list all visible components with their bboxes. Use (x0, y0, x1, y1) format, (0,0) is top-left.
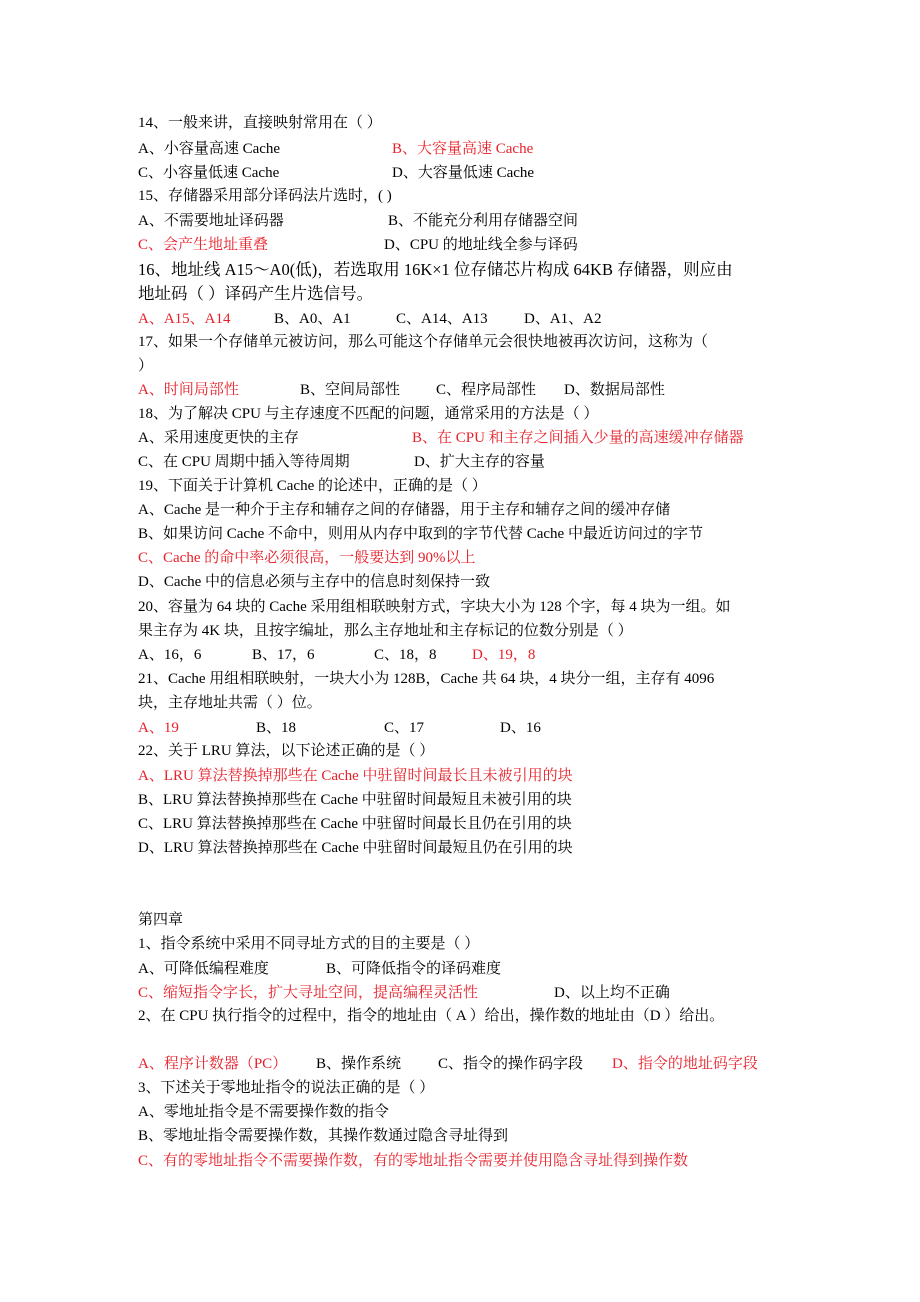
option-16-d: D、A1、A2 (524, 311, 602, 327)
question-15-options-row-1 (138, 209, 838, 233)
c4-option-2-b: B、操作系统 (316, 1056, 402, 1072)
question-14-options-row-2 (138, 161, 838, 185)
chapter-4-question-2-stem: 2、在 CPU 执行指令的过程中，指令的地址由（ A ）给出，操作数的地址由（D ）给出。 (138, 1008, 725, 1024)
question-16-stem-line-2: 地址码（ ）译码产生片选信号。 (138, 284, 374, 303)
question-20-stem-line-1: 20、容量为 64 块的 Cache 采用组相联映射方式，字块大小为 128 个字，每 4 块为一组。如 (138, 599, 731, 615)
option-14-a: A、小容量高速 Cache (138, 141, 281, 157)
option-22-b: B、LRU 算法替换掉那些在 Cache 中驻留时间最短且未被引用的块 (138, 792, 572, 808)
c4-option-2-a-answer: A、程序计数器（PC） (138, 1056, 288, 1072)
question-21-options (138, 716, 838, 740)
option-18-c: C、在 CPU 周期中插入等待周期 (138, 454, 350, 470)
option-15-a: A、不需要地址译码器 (138, 213, 284, 229)
option-21-b: B、18 (256, 720, 297, 736)
option-20-c: C、18，8 (374, 647, 437, 663)
option-14-c: C、小容量低速 Cache (138, 165, 280, 181)
question-16-stem-line-1: 16、地址线 A15～A0(低)，若选取用 16K×1 位存储芯片构成 64KB 存储器，则应由 (138, 260, 733, 279)
option-19-c-answer: C、Cache 的命中率必须很高，一般要达到 90%以上 (138, 550, 476, 566)
question-16-options (138, 307, 838, 331)
chapter-4-question-3-stem: 3、下述关于零地址指令的说法正确的是（ ） (138, 1080, 435, 1096)
option-18-a: A、采用速度更快的主存 (138, 430, 299, 446)
option-22-a-answer: A、LRU 算法替换掉那些在 Cache 中驻留时间最长且未被引用的块 (138, 768, 573, 784)
option-21-c: C、17 (384, 720, 425, 736)
option-18-d: D、扩大主存的容量 (414, 454, 545, 470)
option-14-b-answer: B、大容量高速 Cache (392, 141, 534, 157)
option-22-c: C、LRU 算法替换掉那些在 Cache 中驻留时间最长且仍在引用的块 (138, 816, 572, 832)
question-18-options-row-2 (138, 450, 838, 474)
question-21-stem-line-2: 块，主存地址共需（ ）位。 (138, 695, 322, 711)
option-15-c-answer: C、会产生地址重叠 (138, 237, 269, 253)
option-19-a: A、Cache 是一种介于主存和辅存之间的存储器，用于主存和辅存之间的缓冲存储 (138, 502, 671, 518)
option-18-b-answer: B、在 CPU 和主存之间插入少量的高速缓冲存储器 (412, 430, 744, 446)
c4-option-3-b: B、零地址指令需要操作数，其操作数通过隐含寻址得到 (138, 1128, 509, 1144)
chapter-4-question-2-options (138, 1052, 838, 1076)
question-21-stem-line-1: 21、Cache 用组相联映射，一块大小为 128B，Cache 共 64 块，4 块分一组，主存有 4096 (138, 671, 715, 687)
question-20-stem-line-2: 果主存为 4K 块，且按字编址，那么主存地址和主存标记的位数分别是（ ） (138, 623, 633, 639)
chapter-4-heading: 第四章 (138, 912, 184, 928)
option-21-d: D、16 (500, 720, 541, 736)
question-15-stem: 15、存储器采用部分译码法片选时，( ) (138, 188, 392, 204)
option-19-b: B、如果访问 Cache 不命中，则用从内存中取到的字节代替 Cache 中最近访问过的字节 (138, 526, 703, 542)
option-15-b: B、不能充分利用存储器空间 (388, 213, 579, 229)
option-17-a-answer: A、时间局部性 (138, 382, 239, 398)
option-17-d: D、数据局部性 (564, 382, 665, 398)
option-19-d: D、Cache 中的信息必须与主存中的信息时刻保持一致 (138, 574, 491, 590)
chapter-4-question-1-options-row-2 (138, 981, 838, 1005)
option-16-a-answer: A、A15、A14 (138, 311, 231, 327)
question-14-options-row-1 (138, 137, 838, 161)
option-14-d: D、大容量低速 Cache (392, 165, 535, 181)
c4-option-3-a: A、零地址指令是不需要操作数的指令 (138, 1104, 389, 1120)
question-17-stem-line-2: ） (138, 358, 154, 374)
option-22-d: D、LRU 算法替换掉那些在 Cache 中驻留时间最短且仍在引用的块 (138, 840, 573, 856)
option-17-b: B、空间局部性 (300, 382, 401, 398)
question-20-options (138, 643, 838, 667)
option-20-d-answer: D、19，8 (472, 647, 536, 663)
chapter-4-question-1-stem: 1、指令系统中采用不同寻址方式的目的主要是（ ） (138, 936, 480, 952)
option-20-a: A、16，6 (138, 647, 202, 663)
question-17-options (138, 378, 838, 402)
question-19-stem: 19、下面关于计算机 Cache 的论述中，正确的是（ ） (138, 478, 487, 494)
c4-option-2-c: C、指令的操作码字段 (438, 1056, 584, 1072)
chapter-4-question-1-options-row-1 (138, 957, 838, 981)
c4-option-3-c-answer: C、有的零地址指令不需要操作数，有的零地址指令需要并使用隐含寻址得到操作数 (138, 1153, 689, 1169)
question-22-stem: 22、关于 LRU 算法，以下论述正确的是（ ） (138, 743, 435, 759)
c4-option-2-d-answer: D、指令的地址码字段 (612, 1056, 758, 1072)
question-18-stem: 18、为了解决 CPU 与主存速度不匹配的问题，通常采用的方法是（ ） (138, 406, 599, 422)
c4-option-1-d: D、以上均不正确 (554, 985, 670, 1001)
option-17-c: C、程序局部性 (436, 382, 537, 398)
question-14-stem: 14、一般来讲，直接映射常用在（ ） (138, 115, 382, 131)
c4-option-1-a: A、可降低编程难度 (138, 961, 269, 977)
option-16-c: C、A14、A13 (396, 311, 488, 327)
c4-option-1-c-answer: C、缩短指令字长，扩大寻址空间，提高编程灵活性 (138, 985, 479, 1001)
option-16-b: B、A0、A1 (274, 311, 351, 327)
question-17-stem-line-1: 17、如果一个存储单元被访问，那么可能这个存储单元会很快地被再次访问，这称为（ (138, 334, 709, 350)
c4-option-1-b: B、可降低指令的译码难度 (326, 961, 502, 977)
question-18-options-row-1 (138, 426, 838, 450)
option-15-d: D、CPU 的地址线全参与译码 (384, 237, 578, 253)
option-21-a-answer: A、19 (138, 720, 179, 736)
question-15-options-row-2 (138, 233, 838, 257)
option-20-b: B、17，6 (252, 647, 315, 663)
